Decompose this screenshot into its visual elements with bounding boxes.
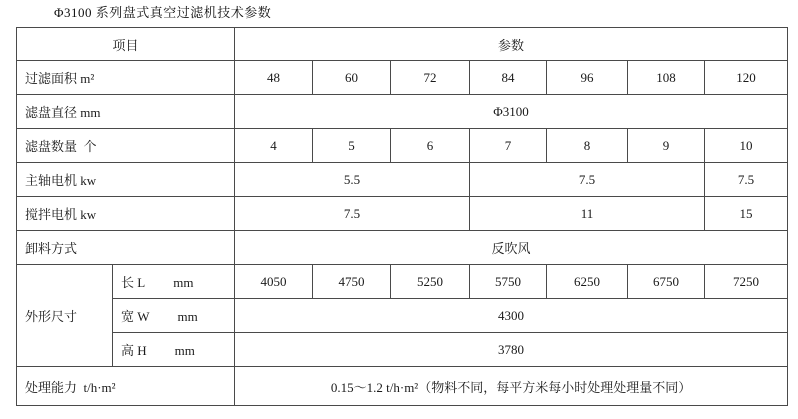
row-label-discharge: 卸料方式 <box>17 231 235 265</box>
value-cell: 10 <box>705 129 788 163</box>
header-row <box>17 28 788 61</box>
dim-label-height <box>113 333 235 367</box>
value-cell: 84 <box>470 61 547 95</box>
header-item-cell: 项目 <box>17 28 235 61</box>
value-cell: 96 <box>547 61 628 95</box>
value-cell: 60 <box>313 61 391 95</box>
value-cell: 7.5 <box>235 197 470 231</box>
dim-name: 高 H <box>121 343 147 358</box>
value-cell: 120 <box>705 61 788 95</box>
row-label-main-motor: 主轴电机 kw <box>17 163 235 197</box>
value-cell: 4 <box>235 129 313 163</box>
value-cell: 72 <box>391 61 470 95</box>
value-cell: 4300 <box>235 299 788 333</box>
row-filter-area <box>17 61 788 95</box>
value-cell: 108 <box>628 61 705 95</box>
value-cell: 6 <box>391 129 470 163</box>
value-cell: 7.5 <box>470 163 705 197</box>
value-cell: 7250 <box>705 265 788 299</box>
value-cell: 0.15～1.2 t/h·m²（物料不同，每平方米每小时处理处理量不同） <box>235 367 788 406</box>
value-cell: 3780 <box>235 333 788 367</box>
dim-label-length <box>113 265 235 299</box>
dim-name: 宽 W <box>121 309 150 324</box>
row-label-filter-area: 过滤面积 m² <box>17 61 235 95</box>
row-label-agitator-motor: 搅拌电机 kw <box>17 197 235 231</box>
row-dimension-width <box>17 299 788 333</box>
row-disc-count <box>17 129 788 163</box>
value-cell: 48 <box>235 61 313 95</box>
value-cell: 5750 <box>470 265 547 299</box>
row-label-dimensions: 外形尺寸 <box>17 265 113 367</box>
dim-unit: mm <box>174 343 195 358</box>
dim-name: 长 L <box>121 275 146 290</box>
value-cell: 5 <box>313 129 391 163</box>
dim-unit: mm <box>173 275 194 290</box>
value-cell: 4050 <box>235 265 313 299</box>
row-agitator-motor <box>17 197 788 231</box>
value-cell: 6750 <box>628 265 705 299</box>
row-dimension-height <box>17 333 788 367</box>
value-cell: 5250 <box>391 265 470 299</box>
value-cell: 9 <box>628 129 705 163</box>
row-label-disc-diameter: 滤盘直径 mm <box>17 95 235 129</box>
value-cell: 11 <box>470 197 705 231</box>
value-cell: 7.5 <box>705 163 788 197</box>
value-cell: 6250 <box>547 265 628 299</box>
row-main-motor <box>17 163 788 197</box>
value-cell: 4750 <box>313 265 391 299</box>
value-cell: 15 <box>705 197 788 231</box>
value-cell: Φ3100 <box>235 95 788 129</box>
header-param-cell: 参数 <box>235 28 788 61</box>
row-disc-diameter <box>17 95 788 129</box>
value-cell: 反吹风 <box>235 231 788 265</box>
value-cell: 7 <box>470 129 547 163</box>
row-discharge <box>17 231 788 265</box>
dim-label-width <box>113 299 235 333</box>
row-label-disc-count: 滤盘数量 个 <box>17 129 235 163</box>
row-dimension-length <box>17 265 788 299</box>
page-title: Φ3100 系列盘式真空过滤机技术参数 <box>54 5 272 20</box>
value-cell: 8 <box>547 129 628 163</box>
value-cell: 5.5 <box>235 163 470 197</box>
dim-unit: mm <box>177 309 198 324</box>
row-label-capacity: 处理能力 t/h·m² <box>17 367 235 406</box>
row-capacity <box>17 367 788 406</box>
params-table <box>16 27 788 406</box>
